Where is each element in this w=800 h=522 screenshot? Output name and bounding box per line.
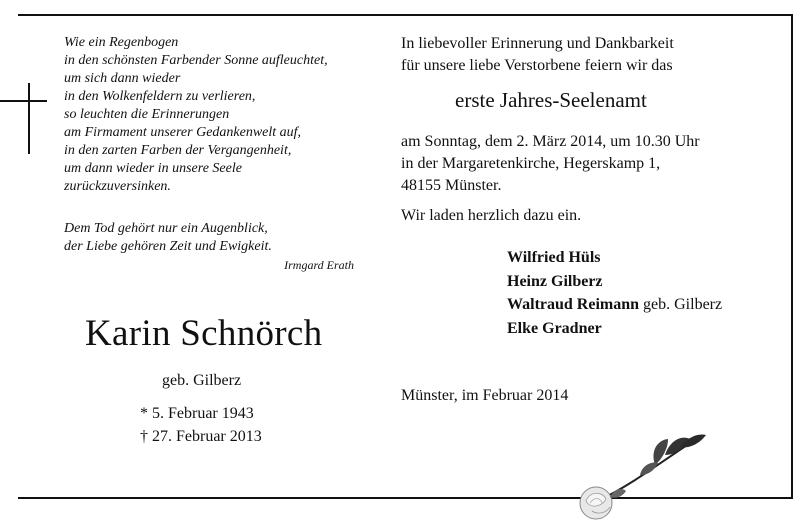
poem-line: in den schönsten Farbender Sonne aufleuchtet, — [64, 53, 328, 68]
signatory-name: Wilfried Hüls — [507, 249, 601, 266]
signatory — [507, 270, 722, 294]
signatories — [507, 246, 722, 340]
birth-date: * 5. Februar 1943 — [140, 405, 254, 422]
quote-author: Irmgard Erath — [284, 258, 354, 272]
signatory-name: Waltraud Reimann — [507, 296, 640, 313]
quote-line: Dem Tod gehört nur ein Augenblick, — [64, 221, 268, 236]
details-line: in der Margaretenkirche, Hegerskamp 1, — [401, 155, 661, 172]
rose-image — [570, 425, 710, 520]
poem-line: so leuchten die Erinnerungen — [64, 107, 230, 122]
intro-text — [401, 33, 674, 77]
intro-line: In liebevoller Erinnerung und Dankbarkeit — [401, 35, 674, 52]
poem-line: am Firmament unserer Gedankenwelt auf, — [64, 125, 302, 140]
poem-line: in den Wolkenfeldern zu verlieren, — [64, 89, 256, 104]
signatory — [507, 293, 722, 317]
poem-line: um dann wieder in unsere Seele — [64, 161, 242, 176]
signatory-suffix: geb. Gilberz — [639, 296, 723, 313]
poem-line: zurückzuversinken. — [64, 179, 171, 194]
details-line: 48155 Münster. — [401, 177, 502, 194]
event-title: erste Jahres-Seelenamt — [455, 88, 647, 112]
poem — [64, 34, 384, 196]
maiden-name: geb. Gilberz — [162, 372, 242, 389]
poem-line: Wie ein Regenbogen — [64, 35, 179, 50]
signatory — [507, 246, 722, 270]
place-date: Münster, im Februar 2014 — [401, 387, 569, 404]
intro-line: für unsere liebe Verstorbene feiern wir das — [401, 57, 673, 74]
deceased-name: Karin Schnörch — [85, 313, 323, 354]
invitation-text: Wir laden herzlich dazu ein. — [401, 207, 582, 224]
signatory-name: Elke Gradner — [507, 319, 602, 337]
details-line: am Sonntag, dem 2. März 2014, um 10.30 Uhr — [401, 133, 700, 150]
quote-line: der Liebe gehören Zeit und Ewigkeit. — [64, 239, 272, 254]
signatory — [507, 317, 722, 341]
event-details — [401, 131, 700, 197]
poem-line: in den zarten Farben der Vergangenheit, — [64, 143, 292, 158]
death-date: † 27. Februar 2013 — [140, 428, 262, 445]
poem-line: um sich dann wieder — [64, 71, 181, 86]
signatory-name: Heinz Gilberz — [507, 272, 603, 290]
quote — [64, 220, 384, 274]
